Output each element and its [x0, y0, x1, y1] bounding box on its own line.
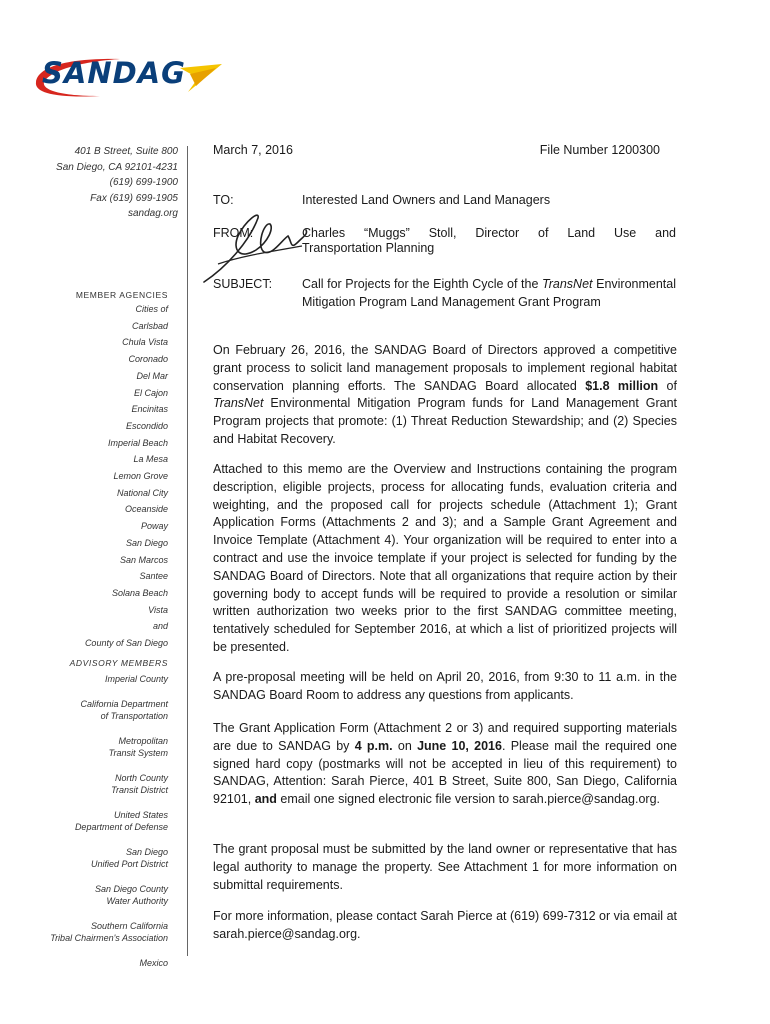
- p4-text: on: [392, 738, 418, 753]
- paragraph-submission: [213, 720, 677, 809]
- address-line: 401 B Street, Suite 800: [74, 146, 178, 157]
- p4-date: June 10, 2016: [417, 738, 502, 753]
- member-agency: Imperial Beach: [107, 437, 168, 448]
- advisory-member: [50, 920, 168, 945]
- from-label: FROM:: [213, 226, 254, 240]
- p4-time: 4 p.m.: [354, 738, 393, 753]
- subject-text: Call for Projects for the Eighth Cycle of the: [302, 277, 543, 291]
- member-agency: La Mesa: [133, 454, 168, 465]
- advisory-members-header: ADVISORY MEMBERS: [69, 658, 168, 668]
- paragraph-board-approval: [213, 342, 677, 449]
- from-value: Charles “Muggs” Stoll, Director of Land Use and: [302, 226, 676, 240]
- advisory-member: [50, 809, 168, 834]
- advisory-member-line: Department of Defense: [74, 822, 168, 832]
- member-agency: Vista: [148, 604, 168, 615]
- phone-line: (619) 699-1900: [109, 177, 178, 188]
- member-agency: Lemon Grove: [113, 471, 168, 482]
- advisory-member: [50, 735, 168, 760]
- p4-text: The Grant Application Form (Attachment 2 or 3) and required supporting materials are due to SANDAG by: [213, 721, 677, 753]
- subject-transnet: TransNet: [542, 277, 593, 291]
- to-value: Interested Land Owners and Land Managers: [302, 193, 551, 207]
- sidebar-divider: [187, 146, 188, 956]
- advisory-member: [50, 698, 168, 723]
- paragraph-pre-proposal-meeting: A pre-proposal meeting will be held on April 20, 2016, from 9:30 to 11 a.m. in the SANDAG Board Room to address any questions from applicants.: [213, 670, 677, 702]
- member-agency: National City: [116, 487, 168, 498]
- advisory-members: [50, 658, 168, 981]
- member-agency: Santee: [139, 571, 168, 582]
- member-agency: Poway: [140, 521, 168, 532]
- advisory-member-line: Unified Port District: [90, 859, 168, 869]
- advisory-member-line: of Transportation: [100, 711, 168, 721]
- advisory-member-line: California Department: [80, 698, 168, 709]
- p4-text: . Please mail the required one signed hard copy (postmarks will not be accepted in lieu of this requirement) to SANDAG, Attention: Sarah Pierce, 401 B Street, Suite 800, San Diego, California 92101,: [213, 738, 678, 807]
- p4-text: email one signed electronic file version to sarah.pierce@sandag.org.: [276, 792, 660, 807]
- member-agency: County of San Diego: [84, 638, 168, 649]
- sandag-logo: [30, 52, 225, 104]
- paragraph-legal-authority: The grant proposal must be submitted by the land owner or representative that has legal authority to manage the property. See Attachment 1 for more information on submittal requirements.: [213, 842, 677, 892]
- advisory-member: [50, 846, 168, 871]
- member-agency: Carlsbad: [131, 320, 168, 331]
- p1-text: of: [658, 378, 677, 393]
- website-line: sandag.org: [127, 208, 178, 219]
- advisory-member: [50, 957, 168, 970]
- advisory-member: [50, 772, 168, 797]
- p1-text: On February 26, 2016, the SANDAG Board of Directors approved a competitive grant process to solicit land management proposals to implement regional habitat conservation planning efforts. The SANDAG Board allocated: [213, 343, 677, 393]
- advisory-member-line: United States: [113, 809, 168, 820]
- member-agencies: [76, 290, 168, 652]
- member-agency: Encinitas: [131, 404, 168, 415]
- advisory-member: [50, 673, 168, 686]
- advisory-member-line: San Diego: [125, 846, 168, 857]
- member-agency: Oceanside: [124, 504, 168, 515]
- to-label: TO:: [213, 193, 234, 207]
- advisory-member-line: Mexico: [139, 957, 168, 968]
- member-agency: Solana Beach: [111, 587, 168, 598]
- member-agency: Escondido: [125, 420, 168, 431]
- p1-amount: $1.8 million: [585, 378, 659, 393]
- p4-and: and: [254, 792, 277, 807]
- advisory-member-line: North County: [114, 772, 168, 783]
- advisory-member-line: Imperial County: [104, 674, 168, 684]
- org-address: [56, 144, 178, 222]
- member-agency: El Cajon: [133, 387, 168, 398]
- advisory-member-line: Water Authority: [106, 896, 168, 906]
- subject-text: Environmental Mitigation Program Land Management Grant Program: [302, 277, 677, 309]
- paragraph-attachments: Attached to this memo are the Overview and Instructions containing the program description, eligible projects, process for allocating funds, evaluation criteria and weighting, and the proposed call for projects schedule (Attachment 1); Grant Application Forms (Attachments 2 and 3); and a Sample Grant Agreement and Invoice Template (Attachment 4). Your organization will be required to enter into a contract and use the invoice template if your project is selected for funding by the SANDAG Board of Directors. Note that all organizations that require action by their governing body to accept funds will be required to provide a resolution or similar written authorization two weeks prior to the first SANDAG committee meeting, tentatively scheduled for September 2016, at which a list of prioritized projects will be presented.: [213, 462, 677, 654]
- file-number: File Number 1200300: [539, 143, 660, 157]
- advisory-member-line: Transit System: [108, 748, 168, 758]
- advisory-member-line: Transit District: [111, 785, 168, 795]
- advisory-member-line: Tribal Chairmen's Association: [50, 933, 168, 943]
- from-value-line2: Transportation Planning: [302, 241, 435, 255]
- advisory-member-line: San Diego County: [94, 883, 168, 894]
- member-agency: Coronado: [128, 354, 168, 365]
- member-agency: Del Mar: [136, 370, 168, 381]
- member-agency: San Diego: [125, 537, 168, 548]
- member-agency: and: [152, 621, 168, 632]
- address-line: San Diego, CA 92101-4231: [56, 161, 178, 173]
- advisory-member-line: Metropolitan: [118, 735, 168, 746]
- p1-transnet: TransNet: [213, 396, 264, 411]
- subject-label: SUBJECT:: [213, 277, 273, 291]
- advisory-member: [50, 883, 168, 908]
- memo-date: March 7, 2016: [213, 143, 293, 157]
- member-agencies-header: MEMBER AGENCIES: [75, 290, 168, 300]
- advisory-member-line: Southern California: [90, 920, 168, 931]
- fax-line: Fax (619) 699-1905: [90, 192, 178, 204]
- member-agency: Chula Vista: [122, 337, 168, 348]
- logo-text: SANDAG: [42, 56, 186, 90]
- member-agency: San Marcos: [119, 554, 168, 565]
- member-agency: Cities of: [135, 304, 168, 314]
- p1-text: Environmental Mitigation Program funds for Land Management Grant Program projects that promote: (1) Threat Reduction Stewardship; and (2) Species and Habitat Recovery.: [213, 396, 677, 446]
- paragraph-contact: For more information, please contact Sarah Pierce at (619) 699-7312 or via email at sarah.pierce@sandag.org.: [213, 909, 677, 941]
- signature-icon: [198, 206, 310, 288]
- subject-value: [302, 275, 676, 311]
